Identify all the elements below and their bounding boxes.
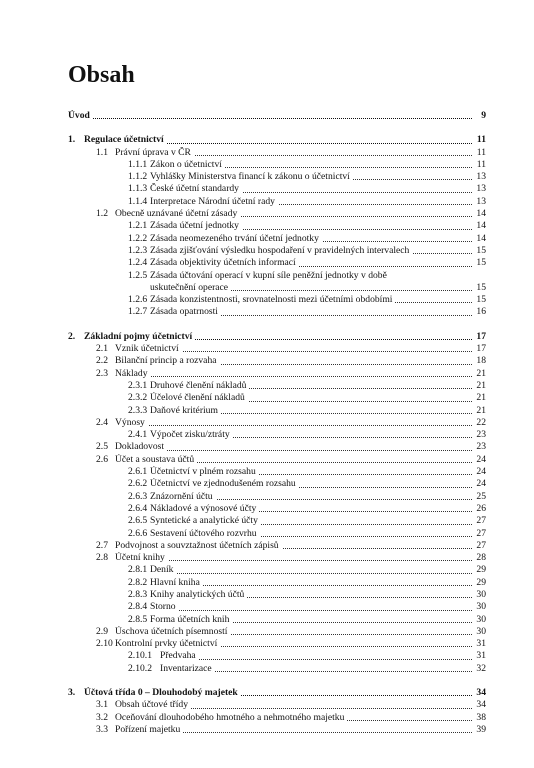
toc-entry-title: Syntetické a analytické účty <box>150 515 261 526</box>
toc-entry <box>68 589 486 601</box>
toc-entry-number: 1.2.7 <box>128 306 148 318</box>
toc-entry <box>68 331 486 343</box>
toc-entry-number: 2.8.5 <box>128 613 148 625</box>
toc-entry-title: Nákladové a výnosové účty <box>150 503 259 514</box>
toc-entry-page: 21 <box>473 392 486 404</box>
toc-entry <box>68 466 486 478</box>
toc-entry-title: Zásada zjišťování výsledku hospodaření v pravidelných intervalech <box>150 245 412 256</box>
toc-entry-page: 9 <box>478 110 486 122</box>
toc-entry-title: Účtová třída 0 – Dlouhodobý majetek <box>84 687 241 698</box>
toc-entry-number: 2.6.6 <box>128 527 148 539</box>
toc-entry-title: Zásada objektivity účetních informací <box>150 257 299 268</box>
toc-entry-number: 1.1.4 <box>128 195 148 207</box>
toc-entry-number: 2.6 <box>96 453 108 465</box>
toc-entry <box>68 515 486 527</box>
toc-entry-title: Dokladovost <box>115 441 167 452</box>
toc-entry-number: 2.6.5 <box>128 515 148 527</box>
toc-entry-number: 2.5 <box>96 441 108 453</box>
toc-entry-page: 29 <box>473 564 486 576</box>
toc-entry-number: 2.10 <box>96 638 113 650</box>
toc-entry <box>68 208 486 220</box>
toc-entry-page: 13 <box>473 196 486 208</box>
toc-entry-number: 2.3.1 <box>128 379 148 391</box>
toc-entry-page: 11 <box>474 134 486 146</box>
toc-entry-number: 1.1.3 <box>128 183 148 195</box>
toc-entry <box>68 441 486 453</box>
toc-entry <box>68 601 486 613</box>
toc-entry <box>68 650 486 662</box>
toc-entry-title: České účetní standardy <box>150 183 242 194</box>
toc-entry-number: 2.8.3 <box>128 588 148 600</box>
toc-entry-title: Zásada neomezeného trvání účetní jednotky <box>150 233 322 244</box>
toc-entry-title: Knihy analytických účtů <box>150 589 247 600</box>
toc-entry-page: 11 <box>474 147 486 159</box>
toc-entry-title: Interpretace Národní účetní rady <box>150 196 278 207</box>
toc-entry <box>68 699 486 711</box>
toc-entry-page: 15 <box>473 245 486 257</box>
toc-entry-number: 1. <box>68 134 76 146</box>
toc-entry-number: 1.2.5 <box>128 269 148 281</box>
toc-entry <box>68 663 486 675</box>
toc-entry <box>68 540 486 552</box>
toc-entry-title: Inventarizace <box>160 663 215 674</box>
section-gap <box>68 319 486 331</box>
toc-entry-page: 14 <box>473 233 486 245</box>
toc-entry-number: 2.2 <box>96 355 108 367</box>
toc-entry-number: 1.2.4 <box>128 257 148 269</box>
toc-entry-title: Znázornění účtu <box>150 491 216 502</box>
toc-entry <box>68 503 486 515</box>
toc-entry-title: Forma účetních knih <box>150 614 232 625</box>
table-of-contents <box>68 110 486 736</box>
toc-entry-title: Právní úprava v ČR <box>115 147 194 158</box>
toc-entry-page: 25 <box>473 491 486 503</box>
toc-entry <box>68 429 486 441</box>
toc-entry-page: 15 <box>473 282 486 294</box>
toc-entry-title: Zásada účetní jednotky <box>150 220 242 231</box>
toc-entry <box>68 368 486 380</box>
toc-entry-page: 26 <box>473 503 486 515</box>
toc-entry-page: 24 <box>473 478 486 490</box>
toc-entry-number: 2. <box>68 330 76 342</box>
toc-entry-title: Účetní knihy <box>115 552 168 563</box>
toc-entry-title: Zásada opatrnosti <box>150 306 221 317</box>
toc-entry <box>68 528 486 540</box>
toc-entry-page: 28 <box>473 552 486 564</box>
toc-entry-title: uskutečnění operace <box>150 282 231 293</box>
toc-entry-page: 21 <box>473 368 486 380</box>
toc-entry-page: 38 <box>473 712 486 724</box>
toc-entry-page: 21 <box>473 380 486 392</box>
toc-entry <box>68 687 486 699</box>
toc-entry <box>68 306 486 318</box>
toc-entry-title: Bilanční princip a rozvaha <box>115 355 220 366</box>
toc-entry-number: 2.9 <box>96 625 108 637</box>
toc-entry <box>68 257 486 269</box>
toc-entry <box>68 343 486 355</box>
toc-entry-title: Zásada účtování operací v kupní síle peněžní jednotky v době <box>150 270 390 281</box>
toc-entry-title: Účetnictví v plném rozsahu <box>150 466 259 477</box>
toc-entry-title: Pořízení majetku <box>115 724 183 735</box>
toc-entry-page: 16 <box>473 306 486 318</box>
toc-entry <box>68 491 486 503</box>
toc-entry-page: 30 <box>473 601 486 613</box>
toc-entry <box>68 282 486 294</box>
toc-entry-title: Daňové kritérium <box>150 405 221 416</box>
toc-entry-page: 27 <box>473 515 486 527</box>
toc-entry-title: Storno <box>150 601 179 612</box>
toc-entry-title: Účet a soustava účtů <box>115 454 197 465</box>
toc-entry-number: 3.1 <box>96 699 108 711</box>
toc-entry-number: 2.10.1 <box>128 650 152 662</box>
toc-entry-number: 1.1.1 <box>128 158 148 170</box>
toc-entry-page: 18 <box>473 355 486 367</box>
toc-entry-number: 1.2.6 <box>128 294 148 306</box>
toc-entry-number: 2.7 <box>96 539 108 551</box>
toc-entry <box>68 724 486 736</box>
toc-entry-title: Sestavení účtového rozvrhu <box>150 528 260 539</box>
toc-entry-title: Účelové členění nákladů <box>150 392 248 403</box>
toc-entry-number: 2.8.1 <box>128 564 148 576</box>
toc-entry-number: 3.3 <box>96 723 108 735</box>
toc-entry-page: 23 <box>473 429 486 441</box>
toc-entry <box>68 233 486 245</box>
toc-entry <box>68 638 486 650</box>
toc-entry-page: 27 <box>473 540 486 552</box>
toc-entry-number: 2.4.1 <box>128 429 148 441</box>
toc-entry <box>68 110 486 122</box>
toc-entry <box>68 380 486 392</box>
toc-entry <box>68 478 486 490</box>
toc-entry-page: 13 <box>473 183 486 195</box>
toc-entry-title: Zákon o účetnictví <box>150 159 225 170</box>
toc-entry <box>68 355 486 367</box>
toc-entry-page: 31 <box>473 638 486 650</box>
toc-entry-title: Vyhlášky Ministerstva financí k zákonu o účetnictví <box>150 171 353 182</box>
toc-entry <box>68 294 486 306</box>
toc-entry-title: Výnosy <box>115 417 148 428</box>
toc-entry-page: 30 <box>473 589 486 601</box>
toc-entry-page: 24 <box>473 466 486 478</box>
section-gap <box>68 675 486 687</box>
toc-entry-number: 2.8.4 <box>128 601 148 613</box>
toc-entry <box>68 159 486 171</box>
toc-entry-page: 15 <box>473 294 486 306</box>
toc-entry <box>68 220 486 232</box>
toc-entry-number: 2.1 <box>96 343 108 355</box>
toc-entry-title: Druhové členění nákladů <box>150 380 249 391</box>
toc-entry-page: 32 <box>473 663 486 675</box>
toc-entry-page: 31 <box>473 650 486 662</box>
toc-entry-title: Základní pojmy účetnictví <box>84 331 195 342</box>
toc-entry-number: 2.8 <box>96 552 108 564</box>
toc-entry-title: Regulace účetnictví <box>84 134 167 145</box>
toc-entry-page: 14 <box>473 208 486 220</box>
toc-entry-title: Náklady <box>115 368 151 379</box>
toc-entry-page: 15 <box>473 257 486 269</box>
toc-entry <box>68 552 486 564</box>
toc-entry <box>68 245 486 257</box>
toc-entry-page: 34 <box>473 687 486 699</box>
toc-entry-page: 14 <box>473 220 486 232</box>
toc-entry-title: Úschova účetních písemností <box>115 626 230 637</box>
toc-entry-number: 2.3 <box>96 367 108 379</box>
toc-entry-page: 13 <box>473 171 486 183</box>
toc-entry-number: 1.1.2 <box>128 171 148 183</box>
toc-entry <box>68 626 486 638</box>
section-gap <box>68 122 486 134</box>
toc-entry <box>68 134 486 146</box>
toc-entry-number: 1.2.1 <box>128 220 148 232</box>
toc-entry-number: 2.6.3 <box>128 490 148 502</box>
toc-entry <box>68 196 486 208</box>
toc-entry-number: 2.3.2 <box>128 392 148 404</box>
toc-entry-title: Deník <box>150 564 176 575</box>
toc-entry-title: Podvojnost a souvztažnost účetních zápisů <box>115 540 282 551</box>
toc-entry-title: Zásada konzistentnosti, srovnatelnosti mezi účetními obdobími <box>150 294 395 305</box>
toc-entry-title: Výpočet zisku/ztráty <box>150 429 233 440</box>
toc-entry-page: 39 <box>473 724 486 736</box>
toc-entry-number: 2.6.1 <box>128 466 148 478</box>
toc-entry <box>68 270 486 282</box>
toc-entry-number: 2.6.2 <box>128 478 148 490</box>
toc-entry-page: 17 <box>473 343 486 355</box>
toc-entry-page: 30 <box>473 626 486 638</box>
toc-entry-page: 27 <box>473 528 486 540</box>
toc-entry-page: 34 <box>473 699 486 711</box>
toc-entry-number: 2.8.2 <box>128 576 148 588</box>
toc-entry <box>68 417 486 429</box>
toc-entry-title: Účetnictví ve zjednodušeném rozsahu <box>150 478 299 489</box>
toc-entry <box>68 183 486 195</box>
toc-entry-title: Obecně uznávané účetní zásady <box>115 208 240 219</box>
page-title: Obsah <box>68 62 135 88</box>
toc-entry-number: 2.10.2 <box>128 662 152 674</box>
toc-entry-page: 22 <box>473 417 486 429</box>
toc-entry-title: Úvod <box>68 110 93 121</box>
toc-entry-number: 1.2.3 <box>128 244 148 256</box>
toc-entry <box>68 147 486 159</box>
toc-entry-number: 3.2 <box>96 711 108 723</box>
toc-entry <box>68 614 486 626</box>
toc-entry-page: 17 <box>473 331 486 343</box>
toc-entry-page: 11 <box>474 159 486 171</box>
toc-entry-page: 29 <box>473 577 486 589</box>
toc-entry-page: 24 <box>473 454 486 466</box>
toc-entry-title: Obsah účtové třídy <box>115 699 191 710</box>
toc-entry <box>68 564 486 576</box>
toc-entry-number: 2.3.3 <box>128 404 148 416</box>
toc-entry <box>68 392 486 404</box>
toc-entry-number: 1.2 <box>96 208 108 220</box>
toc-entry-title: Kontrolní prvky účetnictví <box>115 638 220 649</box>
toc-entry <box>68 405 486 417</box>
toc-entry <box>68 171 486 183</box>
toc-entry-title: Oceňování dlouhodobého hmotného a nehmotného majetku <box>115 712 347 723</box>
toc-entry <box>68 454 486 466</box>
toc-entry <box>68 577 486 589</box>
toc-entry-number: 3. <box>68 687 76 699</box>
toc-entry-title: Předvaha <box>160 650 199 661</box>
toc-entry-title: Vznik účetnictví <box>115 343 182 354</box>
toc-entry <box>68 712 486 724</box>
toc-entry-page: 21 <box>473 405 486 417</box>
toc-entry-number: 1.1 <box>96 146 108 158</box>
toc-entry-number: 2.4 <box>96 416 108 428</box>
toc-entry-number: 1.2.2 <box>128 232 148 244</box>
toc-entry-title: Hlavní kniha <box>150 577 203 588</box>
toc-entry-page: 30 <box>473 614 486 626</box>
toc-entry-page: 23 <box>473 441 486 453</box>
toc-entry-number: 2.6.4 <box>128 502 148 514</box>
